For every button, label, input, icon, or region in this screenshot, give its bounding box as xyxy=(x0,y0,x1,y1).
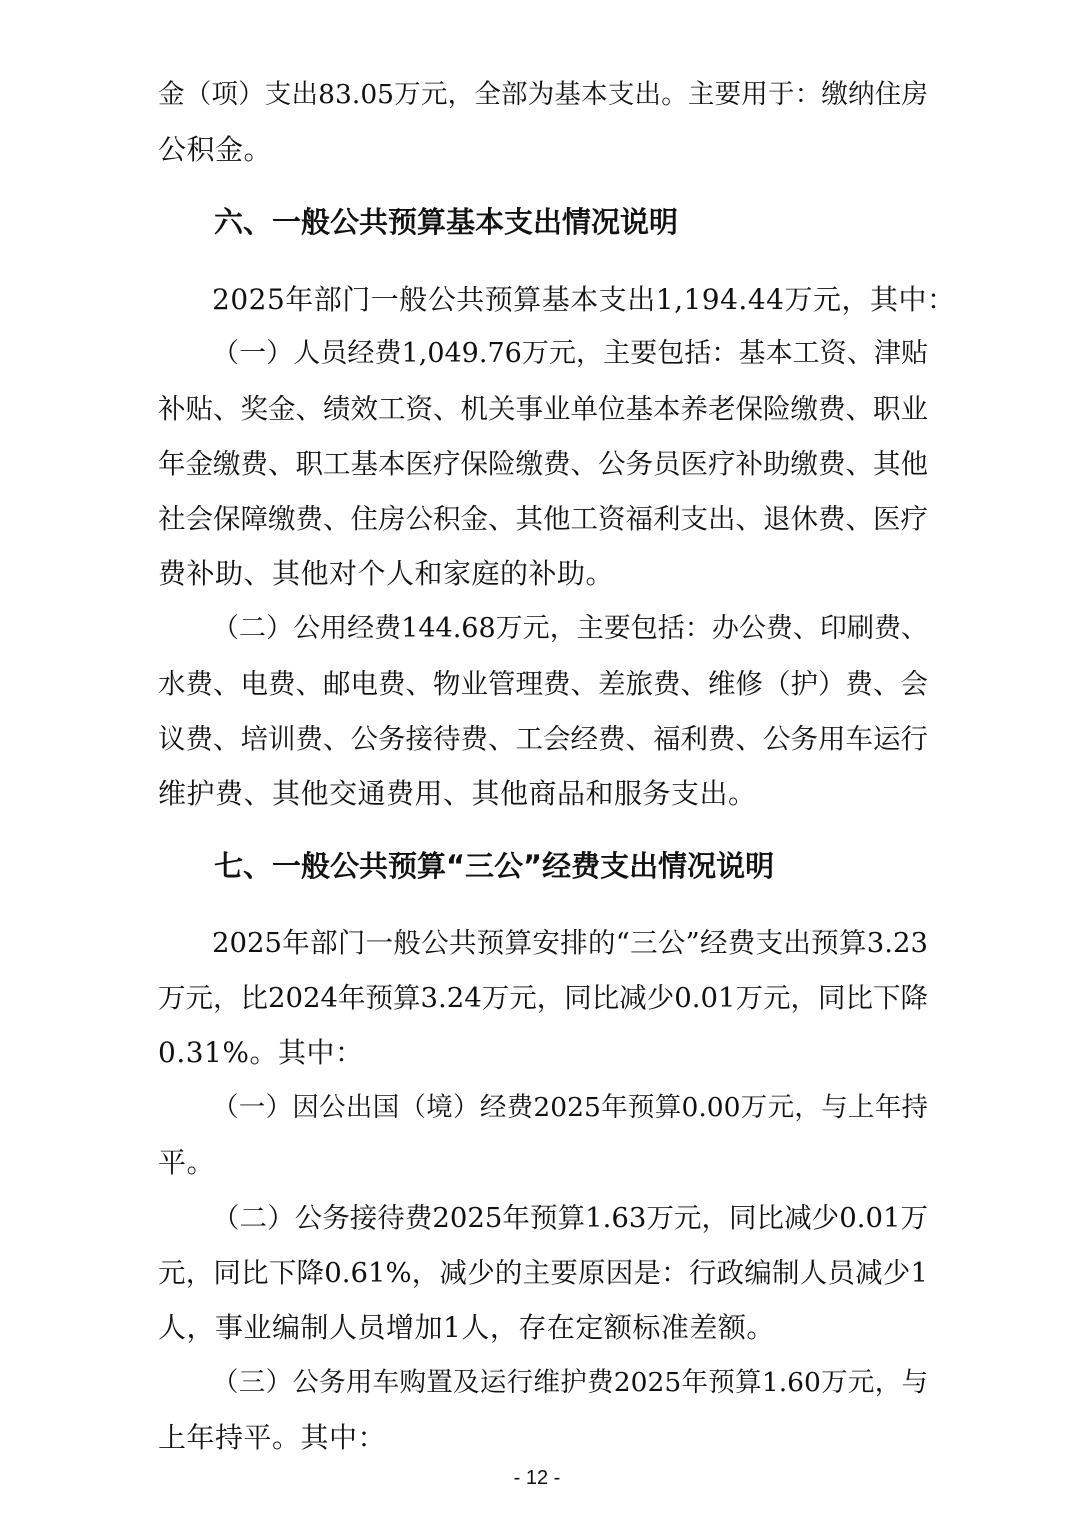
paragraph-line: 费补助、其他对个人和家庭的补助。 xyxy=(158,557,615,590)
paragraph-line: 2025年部门一般公共预算安排的“三公”经费支出预算3.23 xyxy=(212,927,928,959)
section-heading: 六、一般公共预算基本支出情况说明 xyxy=(214,205,679,239)
paragraph-line: 水费、电费、邮电费、物业管理费、差旅费、维修（护）费、会 xyxy=(158,668,928,700)
paragraph-line: 金（项）支出83.05万元，全部为基本支出。主要用于：缴纳住房 xyxy=(158,79,928,110)
paragraph-line: 公积金。 xyxy=(158,133,273,166)
paragraph-line: （三）公务用车购置及运行维护费2025年预算1.60万元，与 xyxy=(212,1367,928,1398)
paragraph-line: 0.31%。其中： xyxy=(158,1036,364,1069)
paragraph-line: 补贴、奖金、绩效工资、机关事业单位基本养老保险缴费、职业 xyxy=(158,393,928,425)
paragraph-line: 维护费、其他交通费用、其他商品和服务支出。 xyxy=(158,777,757,810)
page-number: - 12 - xyxy=(513,1467,561,1489)
paragraph-line: 平。 xyxy=(158,1146,216,1179)
paragraph-line: 万元，比2024年预算3.24万元，同比减少0.01万元，同比下降 xyxy=(158,982,928,1014)
paragraph-line: （一）人员经费1,049.76万元，主要包括：基本工资、津贴 xyxy=(212,338,928,369)
paragraph-line: （二）公务接待费2025年预算1.63万元，同比减少0.01万 xyxy=(212,1202,928,1234)
paragraph-line: 元，同比下降0.61%，减少的主要原因是：行政编制人员减少1 xyxy=(158,1257,928,1289)
paragraph-line: （一）因公出国（境）经费2025年预算0.00万元，与上年持 xyxy=(212,1092,928,1123)
paragraph-line: 上年持平。其中： xyxy=(158,1421,387,1454)
section-heading: 七、一般公共预算“三公”经费支出情况说明 xyxy=(214,849,775,883)
paragraph-line: （二）公用经费144.68万元，主要包括：办公费、印刷费、 xyxy=(212,613,928,644)
paragraph-line: 社会保障缴费、住房公积金、其他工资福利支出、退休费、医疗 xyxy=(158,503,928,535)
paragraph-line: 人，事业编制人员增加1人，存在定额标准差额。 xyxy=(158,1311,775,1344)
paragraph-line: 2025年部门一般公共预算基本支出1,194.44万元，其中： xyxy=(212,283,956,316)
paragraph-line: 年金缴费、职工基本医疗保险缴费、公务员医疗补助缴费、其他 xyxy=(158,448,928,480)
paragraph-line: 议费、培训费、公务接待费、工会经费、福利费、公务用车运行 xyxy=(158,723,928,755)
